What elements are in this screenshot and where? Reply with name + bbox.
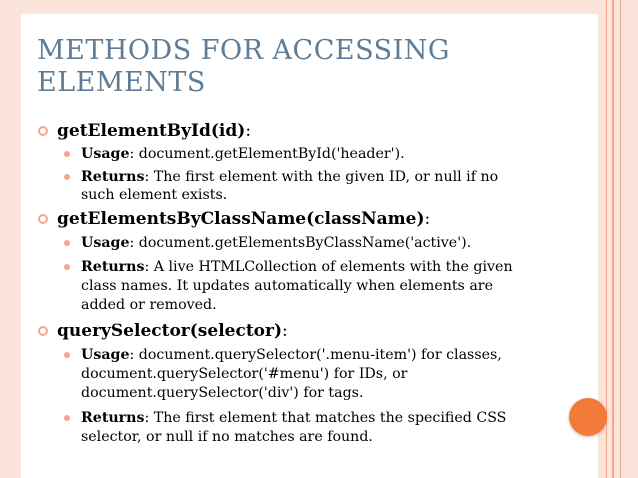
dot-bullet-icon [64, 352, 70, 358]
method-name: querySelector(selector): [57, 321, 288, 341]
ring-bullet-icon [38, 214, 48, 224]
point-line: document.querySelector('div') for tags. [81, 385, 364, 401]
method-name: getElementById(id): [57, 121, 252, 141]
right-rule-3 [620, 0, 621, 478]
point-line: Usage: document.querySelector('.menu-item') for classes, [81, 347, 502, 363]
point-line: Usage: document.getElementById('header'). [81, 146, 405, 162]
slide-title-line-2: ELEMENTS [37, 67, 206, 98]
orange-circle-icon [569, 398, 607, 436]
ring-bullet-icon [38, 326, 48, 336]
point-line: document.querySelector('#menu') for IDs, or [81, 366, 408, 382]
right-rule-2 [612, 0, 614, 478]
dot-bullet-icon [64, 151, 70, 157]
point-line: Returns: The first element with the given ID, or null if no [81, 169, 499, 185]
left-band [0, 0, 21, 478]
slide-title-line-1: METHODS FOR ACCESSING [37, 35, 450, 66]
top-band [0, 0, 638, 14]
dot-bullet-icon [64, 174, 70, 180]
point-line: selector, or null if no matches are found. [81, 429, 373, 445]
ring-bullet-icon [38, 126, 48, 136]
point-line: added or removed. [81, 297, 217, 313]
point-line: Returns: A live HTMLCollection of elements with the given [81, 259, 513, 275]
dot-bullet-icon [64, 415, 70, 421]
point-line: Returns: The first element that matches the specified CSS [81, 410, 507, 426]
method-name: getElementsByClassName(className): [57, 209, 431, 229]
point-line: Usage: document.getElementsByClassName('active'). [81, 235, 472, 251]
dot-bullet-icon [64, 240, 70, 246]
point-line: class names. It updates automatically when elements are [81, 278, 493, 294]
slide-title [37, 35, 450, 99]
dot-bullet-icon [64, 264, 70, 270]
point-line: such element exists. [81, 187, 228, 203]
right-rule-1 [606, 0, 607, 478]
